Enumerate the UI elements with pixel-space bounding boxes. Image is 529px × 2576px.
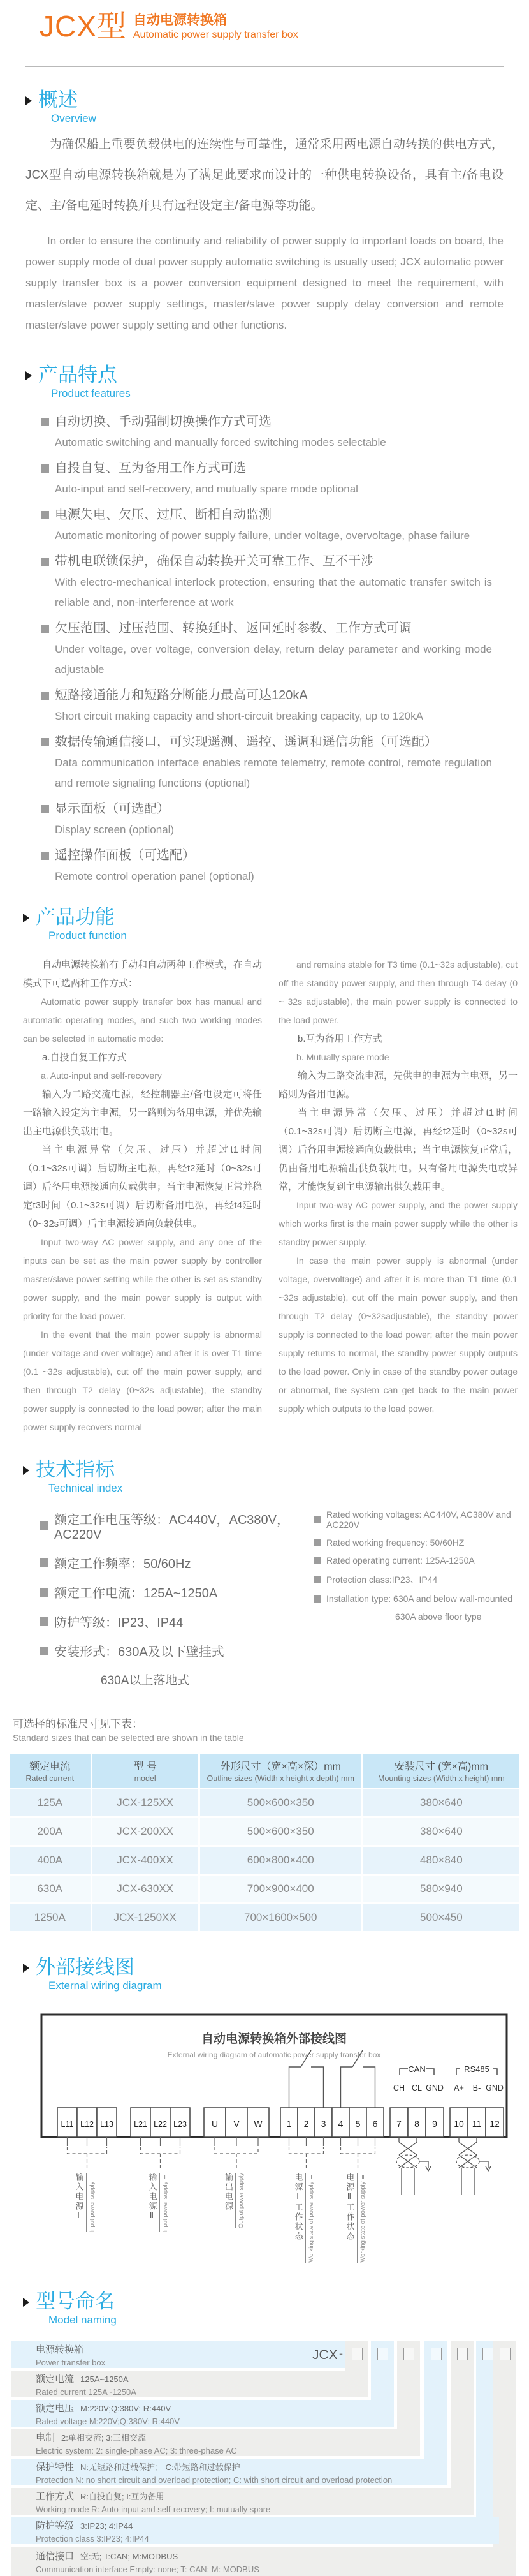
table-row [10,1847,519,1874]
table-cell: 480×840 [363,1847,519,1874]
product-title-en: Automatic power supply transfer box [133,29,298,40]
feature-text-en: Remote control operation panel (optional) [55,870,254,882]
function-paragraph: 当主电源异常（欠压、过压）并超过t1时间（0.1~32s可调）后切断主电源，再经t2延时（0~32s可调）后备用电源接通向负载供电；当主电源恢复正常后，仍由备用电源输出供负载用电。只有备用电源失电或异常，才能恢复到主电源输出供负载用电。 [279,1107,518,1192]
table-cell: 125A [10,1789,91,1816]
feature-item [41,686,492,727]
feature-text-zh [41,732,492,751]
bullet-square-icon [41,692,49,700]
model-row-zh [36,2551,516,2563]
model-naming-heading-zh: 型号命名 [36,2290,115,2313]
table-cell: 580×940 [363,1876,519,1902]
table-cell: JCX-200XX [92,1818,198,1845]
feature-zh-label: 自投自复、互为备用工作方式可选 [55,461,246,475]
group-connectors [68,2137,375,2170]
model-naming-row [11,2429,420,2456]
function-heading-zh: 产品功能 [36,906,115,928]
feature-text-en: Under voltage, over voltage, conversion delay, return delay parameter and working mode adjustable [55,643,492,676]
model-row-zh-detail: N:无短路和过载保护； C:带短路和过载保护 [80,2462,240,2472]
table-cell: 500×600×350 [200,1789,361,1816]
tech-spec-item [40,1553,314,1572]
feature-item [41,552,492,613]
terminal-label: W [254,2119,263,2129]
table-cell: JCX-630XX [92,1876,198,1902]
page-header [0,0,529,42]
rs485-bus-label: RS485 [464,2064,489,2074]
tech-spec-list-en [314,1509,523,1697]
terminal-label: 12 [489,2119,500,2129]
bullet-square-icon [314,1595,321,1603]
bullet-square-icon [314,1576,321,1583]
model-row-zh-label: 防护等级 [36,2520,75,2531]
function-paragraph: Input two-way AC power supply, and any one of the inputs can be set as the main power supply by controller master/slave power setting while the other is set as standby power supply, and the main power supply is output with priority for the load power. [23,1237,262,1321]
feature-text-zh [41,505,492,524]
model-row-en: Rated voltage M:220V;Q:380V; R:440V [36,2416,180,2426]
model-row-en: Rated current 125A~1250A [36,2387,136,2397]
feature-item [41,459,492,500]
function-heading-en: Product function [48,929,127,942]
function-paragraph: Automatic power supply transfer box has manual and automatic operating modes, and such two working modes can be selected in automatic mode: [23,996,262,1044]
model-code-strip [451,2341,474,2488]
table-body [10,1789,519,1931]
tech-spec-item [314,1594,523,1604]
model-row-en: Working mode R: Auto-input and self-recovery; I: mutually spare [36,2504,271,2514]
feature-zh-label: 数据传输通信接口，可实现遥测、遥控、遥调和遥信功能（可选配） [55,735,437,749]
feature-text-zh [41,619,492,638]
feature-item [41,732,492,794]
feature-text-zh [41,846,492,865]
feature-zh-label: 遥控操作面板（可选配） [55,848,195,862]
bullet-square-icon [41,464,49,473]
terminal-label: 1 [286,2119,292,2129]
feature-zh-label: 自动切换、手动强制切换操作方式可选 [55,415,272,429]
model-naming-row [11,2459,447,2485]
tech-spec-text: Protection class:IP23、IP44 [326,1574,438,1585]
function-paragraph: 当主电源异常（欠压、过压）并超过t1时间（0.1~32s可调）后切断主电源，再经t2延时（0~32s可调）后备用电源接通向负载供电；当主电源恢复正常并稳定t3时间（0.1~32s可调）后切断备用电源，再经t4延时（0~32s可调）后主电源接通向负载供电。 [23,1144,263,1229]
tech-spec-item [314,1537,523,1548]
model-row-en: Communication interface Empty: none; T: CAN; M: MODBUS [36,2564,259,2574]
can-pin-cl: CL [412,2084,422,2092]
model-row-zh-detail: 125A~1250A [80,2374,129,2384]
wiring-diagram [13,2006,516,2274]
model-dash: - [339,2347,343,2360]
group-label-en: Working state of power supply Ⅰ [307,2173,315,2263]
group-label-zh: 电源Ⅱ工作状态 [344,2173,358,2263]
table-row [10,1904,519,1931]
bullet-square-icon [40,1558,48,1567]
model-code-box [482,2348,493,2360]
section-marker-icon [23,1964,29,1973]
bullet-square-icon [41,852,49,860]
terminal-label: V [233,2119,240,2129]
feature-item [41,619,492,680]
table-cell: JCX-1250XX [92,1904,198,1931]
model-code-box [377,2348,388,2360]
terminal-label: L21 [134,2120,147,2129]
header-en: Rated current [25,1774,75,1783]
can-bus-label: CAN [408,2064,426,2074]
table-cell: 200A [10,1818,91,1845]
table-cell: 600×800×400 [200,1847,361,1874]
tech-spec-text: 防护等级：IP23、IP44 [54,1616,184,1630]
tech-heading-en: Technical index [48,1482,123,1494]
model-naming-row [11,2547,516,2576]
tech-spec-extra-line: 630A以上落地式 [101,1674,190,1687]
feature-text-en: With electro-mechanical interlock protection, ensuring that the automatic transfer switch is reliable and, non-interference at work [55,576,492,609]
terminal-label: 2 [303,2119,309,2129]
model-row-zh-detail: 空:无; T:CAN; M:MODBUS [80,2551,178,2561]
tech-spec-text: 额定工作频率：50/60Hz [54,1557,191,1571]
header-en: Mounting sizes (Width x height) mm [378,1774,505,1783]
function-column-right [279,956,518,1437]
wiring-group-label [344,2173,472,2263]
model-row-zh-detail: M:220V;Q:380V; R:440V [80,2403,171,2413]
product-model-title: JCX型 [40,10,127,43]
feature-text-zh [41,412,492,431]
section-model-naming [23,2290,504,2327]
header-divider [25,66,504,67]
table-row [10,1818,519,1845]
features-heading-en: Product features [51,387,131,399]
table-header-cell [92,1754,198,1788]
model-code-box [500,2348,511,2360]
feature-zh-label: 欠压范围、过压范围、转换延时、返回延时参数、工作方式可调 [55,621,412,635]
function-paragraph: 自动电源转换箱有手动和自动两种工作模式，在自动模式下可选两种工作方式： [23,959,263,989]
group-label-en: Working state of power supply Ⅱ [359,2173,366,2263]
group-label-zh: 输入电源Ⅰ [73,2173,87,2232]
function-paragraph: 输入为二路交流电源，经控制器主/备电设定可将任一路输入设定为主电源，另一路则为备用电源，并优先输出主电源供负载用电。 [23,1089,263,1137]
bullet-square-icon [40,1647,48,1655]
section-product-function [23,906,504,943]
tech-spec-text: Rated working voltages: AC440V, AC380V and AC220V [326,1509,511,1530]
model-row-zh [36,2432,420,2444]
feature-text-en: Automatic monitoring of power supply failure, under voltage, overvoltage, phase failure [55,529,470,542]
table-header-cell [10,1754,91,1788]
model-row-en: Protection class 3:IP23; 4:IP44 [36,2533,149,2543]
group-connector [289,2137,324,2170]
feature-text-en: Automatic switching and manually forced switching modes selectable [55,436,386,448]
overview-heading-en: Overview [51,112,96,124]
feature-text-zh [41,686,492,705]
model-row-zh-label: 工作方式 [36,2491,75,2502]
tech-spec-item [314,1573,523,1586]
table-header-cell [363,1754,519,1788]
feature-text-en: Short circuit making capacity and short-circuit breaking capacity, up to 120kA [55,710,423,722]
section-marker-icon [23,2298,29,2307]
model-row-en: Power transfer box [36,2357,106,2367]
header-zh: 型 号 [133,1761,157,1772]
terminal-label: 9 [432,2119,437,2129]
feature-zh-label: 显示面板（可选配） [55,802,170,816]
overview-paragraph-zh: 为确保船上重要负载供电的连续性与可靠性，通常采用两电源自动转换的供电方式，JCX型自动电源转换箱就是为了满足此要求而设计的一种供电转换设备，具有主/备电设定、主/备电延时转换并具有远程设定主/备电源等功能。 [25,138,504,212]
feature-zh-label: 带机电联锁保护，确保自动转换开关可靠工作、互不干涉 [55,554,373,568]
tech-spec-item [40,1612,314,1631]
section-overview [25,89,504,336]
terminal-label: L23 [173,2120,187,2129]
tech-spec-text: Rated operating current: 125A-1250A [326,1555,475,1566]
tech-spec-columns [40,1509,523,1697]
rs485-pin-aplus: A+ [454,2084,464,2092]
feature-list [41,412,492,887]
bullet-square-icon [41,558,49,566]
group-label-en: Input power supply Ⅱ [161,2173,169,2233]
model-row-zh-detail: 3:IP23; 4:IP44 [80,2520,133,2531]
can-pin-ch: CH [393,2084,405,2092]
function-paragraph: a. Auto-input and self-recovery [41,1070,162,1081]
function-paragraph: In the event that the main power supply is abnormal (under voltage and over voltage) and after it is over T1 time (0.1 ~32s adjustable), cut off the main power supply, and then through T2 delay (0~32s adjustable), the standby power supply is connected to the load power; after the main power supply recovers normal [23,1329,262,1432]
section-product-features [25,364,504,401]
terminal-label: 3 [321,2119,326,2129]
feature-text-zh [41,552,492,571]
tech-spec-item [314,1509,523,1530]
terminal-label: L22 [154,2120,167,2129]
tech-heading-zh: 技术指标 [36,1458,115,1481]
model-code-box [457,2348,468,2360]
model-row-en: Protection N: no short circuit and overload protection; C: with short circuit and overload protection [36,2475,393,2485]
model-naming-diagram [11,2341,516,2576]
rs485-pin-bminus: B- [472,2084,481,2092]
table-cell: 1250A [10,1904,91,1931]
model-naming-row [11,2371,368,2397]
wiring-heading-zh: 外部接线图 [36,1956,134,1978]
model-naming-row [11,2488,474,2515]
feature-item [41,505,492,546]
model-row-zh-detail: R:自投自复; I:互为备用 [80,2491,164,2501]
model-row-zh-label: 额定电压 [36,2402,75,2414]
table-cell: 380×640 [363,1789,519,1816]
terminal-label: L12 [80,2120,94,2129]
table-header-row [10,1754,519,1788]
group-connector [215,2137,258,2170]
model-code-strip [493,2341,516,2547]
feature-text-zh [41,799,492,818]
section-wiring-diagram [23,1956,504,1993]
terminal-label: 10 [454,2119,464,2129]
tech-spec-item [40,1583,314,1601]
bullet-square-icon [40,1617,48,1626]
bullet-square-icon [40,1588,48,1597]
table-cell: 400A [10,1847,91,1874]
model-row-zh [36,2403,394,2415]
bullet-square-icon [41,418,49,426]
tech-spec-text: 额定工作电压等级：AC440V，AC380V，AC220V [54,1513,289,1542]
standard-sizes-table [8,1752,521,1933]
table-header-cell [200,1754,361,1788]
function-paragraph: and remains stable for T3 time (0.1~32s adjustable), cut off the standby power supply, and then through T4 delay (0 ~ 32s adjustable), the main power supply is connected to the load power. [279,959,518,1025]
bullet-square-icon [314,1557,321,1564]
table-cell: 380×640 [363,1818,519,1845]
bullet-square-icon [41,805,49,813]
function-paragraph: b.互为备用工作方式 [298,1033,382,1044]
group-label-zh: 输入电源Ⅱ [147,2173,160,2232]
header-en: model [134,1774,156,1783]
model-row-zh [36,2491,474,2503]
model-row-zh-label: 通信接口 [36,2550,75,2562]
section-marker-icon [25,96,32,105]
feature-text-en: Auto-input and self-recovery, and mutually spare mode optional [55,483,358,495]
function-columns [23,956,518,1437]
feature-zh-label: 短路接通能力和短路分断能力最高可达120kA [55,688,308,702]
wiring-title-en: External wiring diagram of automatic power supply transfer box [167,2050,381,2059]
tech-spec-text: 安装形式：630A及以下壁挂式 [54,1645,224,1659]
bullet-square-icon [314,1539,321,1546]
wiring-heading-en: External wiring diagram [48,1980,162,1992]
feature-item [41,412,492,453]
wiring-title-zh: 自动电源转换箱外部接线图 [201,2032,347,2046]
wiring-diagram-svg [13,2006,516,2198]
model-row-zh [36,2374,368,2385]
model-naming-row [11,2341,345,2368]
tech-spec-item [40,1509,314,1543]
terminal-label: 4 [338,2119,344,2129]
tech-spec-item [40,1641,314,1660]
model-naming-row [11,2400,394,2427]
terminal-label: U [211,2119,219,2129]
overview-heading-zh: 概述 [38,89,78,111]
section-marker-icon [23,1466,29,1475]
table-intro-zh: 可选择的标准尺寸见下表： [13,1718,143,1730]
feature-text-en: Data communication interface enables remote telemetry, remote control, remote regulation and remote signaling functions (optional) [55,757,492,789]
bullet-square-icon [41,625,49,633]
model-row-zh-detail: 2:单相交流; 3:三相交流 [61,2432,146,2443]
feature-text-zh [41,459,492,478]
terminal-label: 11 [472,2119,482,2129]
model-prefix: JCX [312,2348,338,2362]
function-paragraph: In case the main power supply is abnormal (under voltage, overvoltage) and after it is more than T1 time (0.1 ~32s adjustable), cut off the main power supply, and then through T2 delay (0~32sadjustable), the standby power supply is connected to the load power; after the main power supply returns to normal, the standby power supply outputs to the load power. Only in case of the standby power outage or abnormal, the system can get back to the main power supply which outputs to the load power. [279,1255,518,1414]
group-connector [141,2137,180,2170]
rs485-pin-gnd: GND [486,2084,504,2092]
group-connector [68,2137,107,2170]
function-paragraph: Input two-way AC power supply, and the power supply which works first is the main power supply while the other is standby power supply. [279,1200,518,1247]
table-row [10,1876,519,1902]
section-marker-icon [25,371,32,380]
model-row-zh [36,2462,447,2473]
model-row-zh-label: 电制 [36,2432,55,2443]
model-naming-row [11,2517,499,2544]
feature-zh-label: 电源失电、欠压、过压、断相自动监测 [55,508,272,522]
tech-spec-text: Installation type: 630A and below wall-mounted [326,1594,512,1604]
table-row [10,1789,519,1816]
model-naming-heading-en: Model naming [48,2314,117,2326]
model-row-zh-label: 额定电流 [36,2373,75,2385]
table-cell: 500×600×350 [200,1818,361,1845]
tech-spec-extra-line: 630A above floor type [395,1611,482,1622]
terminal-label: 6 [372,2119,378,2129]
table-cell: JCX-125XX [92,1789,198,1816]
features-heading-zh: 产品特点 [38,364,117,386]
table-cell: JCX-400XX [92,1847,198,1874]
header-zh: 安装尺寸 (宽×高)mm [394,1761,488,1772]
table-cell: 500×450 [363,1904,519,1931]
group-connector [341,2137,375,2170]
group-label-en: Output power supply [238,2173,245,2229]
header-zh: 额定电流 [29,1761,71,1772]
function-paragraph: b. Mutually spare mode [296,1052,389,1062]
overview-paragraph-en: In order to ensure the continuity and reliability of power supply to important loads on board, the power supply mode of dual power supply automatic switching is usually used; JCX automatic power supply transfer box is a power conversion equipment designed to meet the requirement, with master/slave power supply settings, master/slave power supply delay conversion and remote master/slave power supply setting and other functions. [25,235,504,331]
model-row-zh-label: 保护特性 [36,2461,75,2473]
model-code-box [431,2348,442,2360]
feature-item [41,799,492,840]
group-label-en: Input power supply Ⅰ [88,2173,96,2233]
feature-text-en: Display screen (optional) [55,824,175,836]
table-cell: 630A [10,1876,91,1902]
bullet-square-icon [41,738,49,746]
table-cell: 700×900×400 [200,1876,361,1902]
model-code-box [352,2348,363,2360]
function-column-left [23,956,262,1437]
tech-spec-text: 额定工作电流：125A~1250A [54,1587,218,1601]
terminal-label: 8 [414,2119,419,2129]
section-marker-icon [23,914,29,922]
model-row-zh [36,2344,345,2356]
tech-spec-item [314,1555,523,1566]
model-row-en: Electric system: 2: single-phase AC; 3: three-phase AC [36,2445,237,2455]
group-label-zh: 电源Ⅰ工作状态 [293,2173,306,2263]
tech-spec-list-zh [40,1509,314,1697]
function-paragraph: 输入为二路交流电源，先供电的电源为主电源，另一路则为备用电源。 [279,1070,518,1100]
model-row-zh-label: 电源转换箱 [36,2344,84,2355]
terminal-label: L13 [100,2120,113,2129]
feature-item [41,846,492,887]
bullet-square-icon [40,1521,48,1530]
product-title-zh: 自动电源转换箱 [133,13,227,27]
terminal-label: 5 [355,2119,361,2129]
header-en: Outline sizes (Width x height x depth) mm [207,1774,354,1783]
tech-spec-text: Rated working frequency: 50/60HZ [326,1537,465,1548]
section-technical-index [23,1458,504,1495]
header-zh: 外形尺寸（宽×高×深）mm [220,1761,341,1772]
model-code-box [403,2348,414,2360]
function-paragraph: a.自投自复工作方式 [42,1052,127,1063]
wiring-group-label [222,2173,295,2228]
bullet-square-icon [41,511,49,519]
model-row-zh [36,2520,499,2532]
can-pin-gnd: GND [426,2084,444,2092]
terminal-label: 7 [396,2119,402,2129]
table-cell: 700×1600×500 [200,1904,361,1931]
terminal-label: L11 [61,2120,74,2129]
bullet-square-icon [314,1516,321,1523]
table-intro-en: Standard sizes that can be selected are shown in the table [13,1733,244,1743]
group-label-zh: 输出电源 [222,2173,236,2228]
